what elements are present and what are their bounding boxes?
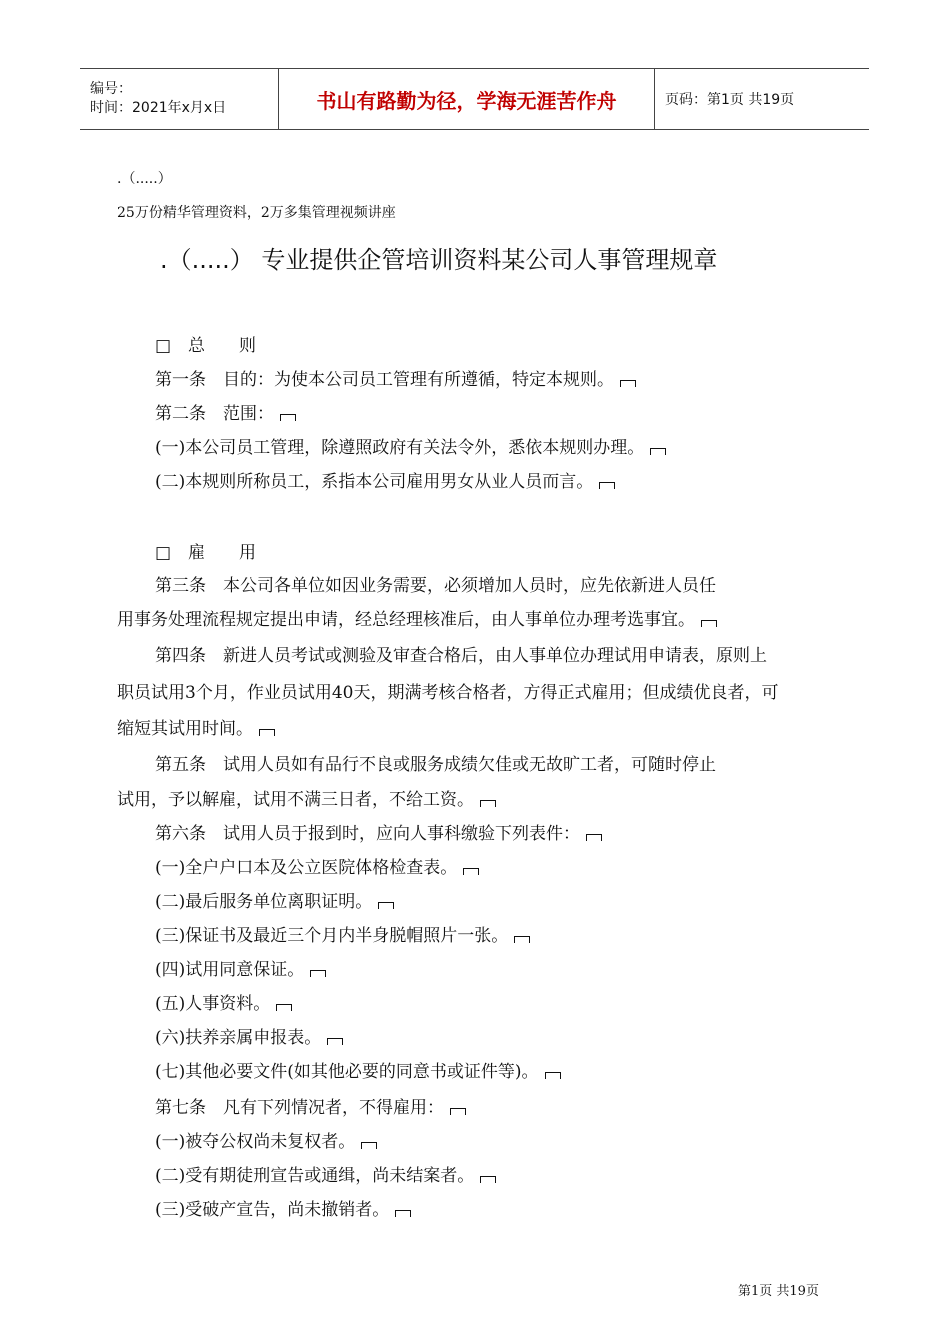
header-motto [279,69,655,129]
paragraph-line: (一)本公司员工管理，除遵照政府有关法令外，悉依本规则办理。 [155,438,645,458]
paragraph-line: (一)被夺公权尚未复权者。 [155,1132,356,1152]
paragraph-line: 缩短其试用时间。 [117,719,253,739]
paragraph-line: (四)试用同意保证。 [155,960,305,980]
paragraph-line: (三)受破产宣告，尚未撤销者。 [155,1200,390,1220]
return-mark-icon [259,729,275,736]
return-mark-icon [276,1004,292,1011]
header-page-info [655,69,869,129]
return-mark-icon [514,936,530,943]
intro-promo: 25万份精华管理资料，2万多集管理视频讲座 [117,205,396,221]
paragraph-line: 第一条 目的：为使本公司员工管理有所遵循，特定本规则。 [155,370,614,390]
return-mark-icon [620,380,636,387]
paragraph-line: (五)人事资料。 [155,994,271,1014]
page-footer: 第1页 共19页 [738,1284,819,1299]
return-mark-icon [480,1176,496,1183]
return-mark-icon [701,620,717,627]
return-mark-icon [480,800,496,807]
paragraph-line: 职员试用3个月，作业员试用40天，期满考核合格者，方得正式雇用；但成绩优良者，可 [117,683,779,703]
paragraph-line: (三)保证书及最近三个月内半身脱帽照片一张。 [155,926,509,946]
return-mark-icon [450,1108,466,1115]
paragraph-line: 第三条 本公司各单位如因业务需要，必须增加人员时，应先依新进人员任 [155,576,716,596]
paragraph-line: 第二条 范围： [155,404,274,424]
return-mark-icon [280,414,296,421]
paragraph-line: (二)本规则所称员工，系指本公司雇用男女从业人员而言。 [155,472,594,492]
section-heading: □ 总 则 [155,336,257,356]
paragraph-line: 第七条 凡有下列情况者，不得雇用： [155,1098,444,1118]
return-mark-icon [361,1142,377,1149]
document-title: .（.....） 专业提供企管培训资料某公司人事管理规章 [160,246,718,274]
paragraph-line: (一)全户户口本及公立医院体格检查表。 [155,858,458,878]
return-mark-icon [545,1072,561,1079]
paragraph-line: 试用，予以解雇，试用不满三日者，不给工资。 [117,790,474,810]
return-mark-icon [463,868,479,875]
paragraph-line: (二)受有期徒刑宣告或通缉，尚未结案者。 [155,1166,475,1186]
paragraph-line: 第六条 试用人员于报到时，应向人事科缴验下列表件： [155,824,580,844]
motto-text: 书山有路勤为径，学海无涯苦作舟 [316,88,617,113]
return-mark-icon [586,834,602,841]
return-mark-icon [310,970,326,977]
paragraph-line: 用事务处理流程规定提出申请，经总经理核准后，由人事单位办理考选事宜。 [117,610,695,630]
paragraph-line: (七)其他必要文件(如其他必要的同意书或证件等)。 [155,1062,539,1082]
return-mark-icon [378,902,394,909]
return-mark-icon [327,1038,343,1045]
return-mark-icon [599,482,615,489]
return-mark-icon [395,1210,411,1217]
time-label: 时间：2021年x月x日 [90,100,227,116]
section-heading: □ 雇 用 [155,543,257,563]
paragraph-line: (六)扶养亲属申报表。 [155,1028,322,1048]
page-label: 页码：第1页 共19页 [665,92,795,108]
paragraph-line: (二)最后服务单位离职证明。 [155,892,373,912]
page-header [80,68,869,130]
paragraph-line: 第五条 试用人员如有品行不良或服务成绩欠佳或无故旷工者，可随时停止 [155,755,716,775]
number-label: 编号： [90,81,132,97]
header-info [80,69,279,129]
paragraph-line: 第四条 新进人员考试或测验及审查合格后，由人事单位办理试用申请表，原则上 [155,646,767,666]
intro-dots: .（.....） [117,171,172,187]
return-mark-icon [650,448,666,455]
